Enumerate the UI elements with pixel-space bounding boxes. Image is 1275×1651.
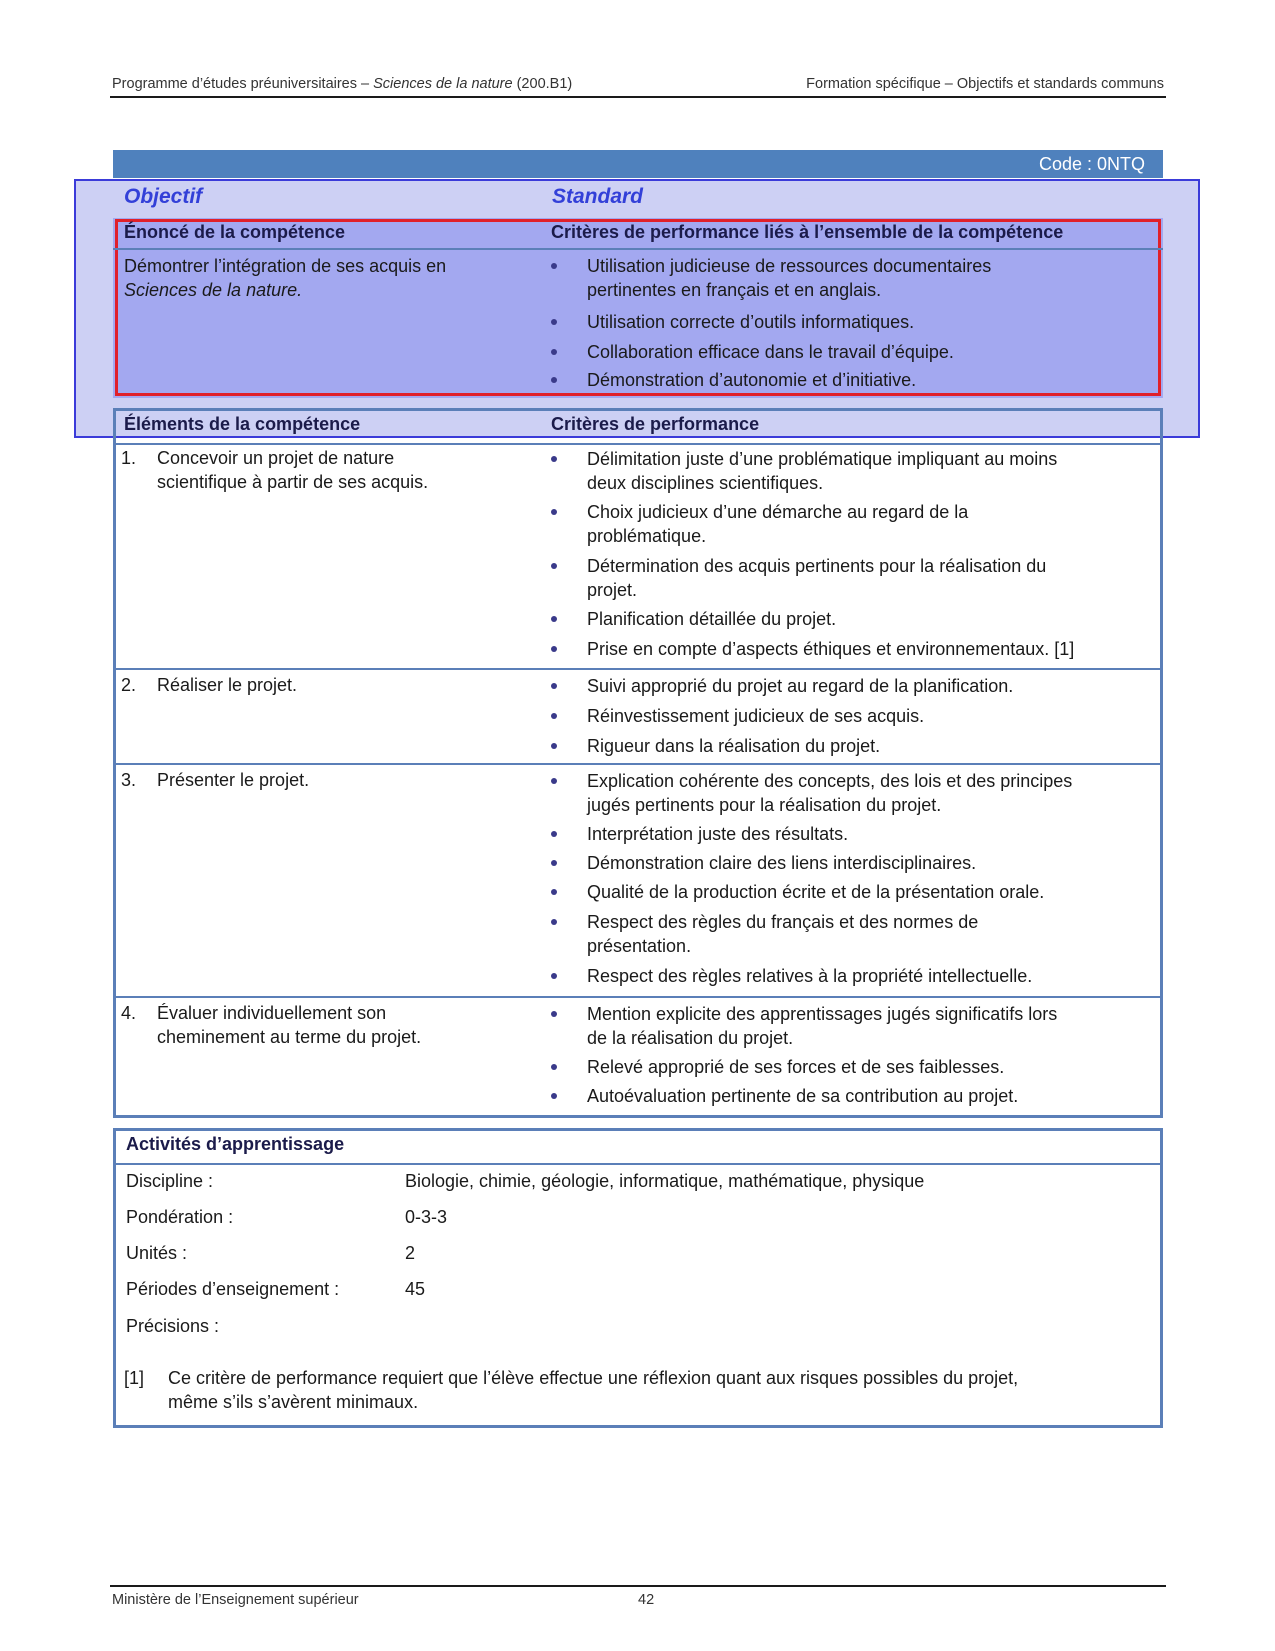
criterion-line: Choix judicieux d’une démarche au regard de la bbox=[587, 502, 969, 522]
activity-value: 2 bbox=[405, 1243, 416, 1263]
activity-value: 0-3-3 bbox=[405, 1207, 448, 1227]
header-program-name: Sciences de la nature bbox=[373, 76, 513, 92]
bullet-icon bbox=[551, 778, 557, 784]
bullet-icon bbox=[551, 263, 557, 269]
precisions-label: Précisions : bbox=[126, 1316, 220, 1336]
bullet-icon bbox=[551, 860, 557, 866]
page-number: 42 bbox=[638, 1592, 655, 1608]
activities-divider bbox=[116, 1163, 1160, 1165]
bullet-icon bbox=[551, 377, 557, 383]
bullet-icon bbox=[551, 1064, 557, 1070]
row-divider bbox=[116, 763, 1160, 765]
footer-ministry: Ministère de l’Enseignement supérieur bbox=[112, 1592, 359, 1608]
header-program-code: (200.B1) bbox=[512, 76, 573, 92]
list-item bbox=[551, 964, 1151, 988]
bullet-icon bbox=[551, 456, 557, 462]
elements-criteria-title: Critères de performance bbox=[551, 414, 760, 434]
activity-label: Périodes d’enseignement : bbox=[126, 1279, 340, 1299]
column-header-objectif: Objectif bbox=[124, 185, 203, 208]
list-item bbox=[551, 851, 1151, 875]
bullet-icon bbox=[551, 713, 557, 719]
bullet-icon bbox=[551, 919, 557, 925]
criterion-line: Relevé approprié de ses forces et de ses faiblesses. bbox=[587, 1057, 1005, 1077]
footnote bbox=[124, 1366, 1154, 1414]
bullet-icon bbox=[551, 1011, 557, 1017]
list-item bbox=[551, 1084, 1151, 1108]
criterion-line: Autoévaluation pertinente de sa contribution au projet. bbox=[587, 1086, 1019, 1106]
activity-label: Unités : bbox=[126, 1243, 188, 1263]
list-item bbox=[551, 734, 1151, 758]
footnote-line: même s’ils s’avèrent minimaux. bbox=[168, 1392, 419, 1412]
criterion-line: Interprétation juste des résultats. bbox=[587, 824, 849, 844]
table-row bbox=[121, 446, 541, 494]
criterion-line: problématique. bbox=[587, 526, 707, 546]
criterion-line: Respect des règles du français et des normes de bbox=[587, 912, 979, 932]
list-item bbox=[551, 368, 1151, 392]
bullet-icon bbox=[551, 319, 557, 325]
criterion-line: Utilisation correcte d’outils informatiques. bbox=[587, 312, 915, 332]
element-text-line: scientifique à partir de ses acquis. bbox=[157, 472, 429, 492]
criterion-line: projet. bbox=[587, 580, 638, 600]
list-item bbox=[551, 1055, 1151, 1079]
enonce-text bbox=[124, 254, 446, 302]
criterion-line: Prise en compte d’aspects éthiques et environnementaux. [1] bbox=[587, 639, 1075, 659]
course-code: Code : 0NTQ bbox=[1038, 154, 1145, 174]
bullet-icon bbox=[551, 616, 557, 622]
criterion-line: Détermination des acquis pertinents pour la réalisation du bbox=[587, 556, 1047, 576]
criterion-line: Explication cohérente des concepts, des lois et des principes bbox=[587, 771, 1073, 791]
header-program-text: Programme d’études préuniversitaires – bbox=[112, 76, 374, 92]
criterion-line: Mention explicite des apprentissages jugés significatifs lors bbox=[587, 1004, 1058, 1024]
header-rule bbox=[110, 96, 1166, 98]
list-item bbox=[551, 880, 1151, 904]
element-number: 4. bbox=[121, 1003, 137, 1023]
running-header bbox=[110, 76, 1166, 96]
element-text-line: cheminement au terme du projet. bbox=[157, 1027, 422, 1047]
criterion-line: deux disciplines scientifiques. bbox=[587, 473, 824, 493]
criterion-line: Démonstration claire des liens interdisciplinaires. bbox=[587, 853, 977, 873]
bullet-icon bbox=[551, 349, 557, 355]
bullet-icon bbox=[551, 973, 557, 979]
element-number: 1. bbox=[121, 448, 137, 468]
bullet-icon bbox=[551, 889, 557, 895]
list-item bbox=[551, 340, 1151, 364]
activity-value: Biologie, chimie, géologie, informatique, mathématique, physique bbox=[405, 1171, 925, 1191]
footnote-number: [1] bbox=[124, 1368, 145, 1388]
list-item bbox=[551, 910, 1151, 958]
list-item bbox=[551, 769, 1151, 817]
criterion-line: présentation. bbox=[587, 936, 692, 956]
bullet-icon bbox=[551, 1093, 557, 1099]
activity-label: Discipline : bbox=[126, 1171, 214, 1191]
criterion-line: de la réalisation du projet. bbox=[587, 1028, 794, 1048]
list-item bbox=[551, 674, 1151, 698]
enonce-text-line: Démontrer l’intégration de ses acquis en bbox=[124, 256, 447, 276]
bullet-icon bbox=[551, 831, 557, 837]
list-item bbox=[551, 822, 1151, 846]
criterion-line: Respect des règles relatives à la propriété intellectuelle. bbox=[587, 966, 1033, 986]
row-divider bbox=[116, 996, 1160, 998]
elements-title: Éléments de la compétence bbox=[124, 414, 361, 434]
list-item bbox=[551, 1002, 1151, 1050]
element-number: 2. bbox=[121, 675, 137, 695]
enonce-criteria-title: Critères de performance liés à l’ensemble de la compétence bbox=[551, 222, 1064, 242]
list-item bbox=[551, 704, 1151, 728]
list-item bbox=[551, 554, 1151, 602]
list-item bbox=[551, 500, 1151, 548]
bullet-icon bbox=[551, 743, 557, 749]
footer-rule bbox=[110, 1585, 1166, 1587]
criterion-line: Réinvestissement judicieux de ses acquis. bbox=[587, 706, 925, 726]
criterion-line: Délimitation juste d’une problématique impliquant au moins bbox=[587, 449, 1058, 469]
criterion-line: Utilisation judicieuse de ressources documentaires bbox=[587, 256, 992, 276]
list-item bbox=[551, 607, 1151, 631]
bullet-icon bbox=[551, 563, 557, 569]
enonce-divider bbox=[113, 248, 1163, 250]
enonce-text-line: Sciences de la nature. bbox=[124, 280, 303, 300]
list-item bbox=[551, 637, 1151, 661]
criterion-line: Collaboration efficace dans le travail d’équipe. bbox=[587, 342, 954, 362]
criterion-line: pertinentes en français et en anglais. bbox=[587, 280, 882, 300]
criterion-line: jugés pertinents pour la réalisation du projet. bbox=[587, 795, 942, 815]
element-text-line: Évaluer individuellement son bbox=[157, 1003, 387, 1023]
element-text-line: Présenter le projet. bbox=[157, 770, 310, 790]
element-text-line: Réaliser le projet. bbox=[157, 675, 298, 695]
list-item bbox=[551, 254, 1151, 302]
element-text-line: Concevoir un projet de nature bbox=[157, 448, 395, 468]
criterion-line: Qualité de la production écrite et de la présentation orale. bbox=[587, 882, 1045, 902]
activities-title: Activités d’apprentissage bbox=[126, 1134, 345, 1154]
footnote-line: Ce critère de performance requiert que l’élève effectue une réflexion quant aux risques possibles du projet, bbox=[168, 1368, 1019, 1388]
activity-value: 45 bbox=[405, 1279, 426, 1299]
activity-label: Pondération : bbox=[126, 1207, 234, 1227]
element-number: 3. bbox=[121, 770, 137, 790]
table-row bbox=[121, 673, 541, 697]
criterion-line: Rigueur dans la réalisation du projet. bbox=[587, 736, 881, 756]
criterion-line: Planification détaillée du projet. bbox=[587, 609, 837, 629]
row-divider bbox=[116, 668, 1160, 670]
bullet-icon bbox=[551, 646, 557, 652]
table-header-divider bbox=[116, 443, 1160, 445]
bullet-icon bbox=[551, 509, 557, 515]
code-bar bbox=[113, 150, 1163, 178]
table-row bbox=[121, 768, 541, 792]
table-row bbox=[121, 1001, 541, 1049]
enonce-title: Énoncé de la compétence bbox=[124, 222, 346, 242]
criterion-line: Suivi approprié du projet au regard de la planification. bbox=[587, 676, 1014, 696]
running-header-right: Formation spécifique – Objectifs et standards communs bbox=[806, 76, 1164, 92]
column-header-standard: Standard bbox=[552, 185, 644, 208]
list-item bbox=[551, 310, 1151, 334]
criterion-line: Démonstration d’autonomie et d’initiative. bbox=[587, 370, 917, 390]
list-item bbox=[551, 447, 1151, 495]
running-header-left bbox=[112, 76, 572, 92]
bullet-icon bbox=[551, 683, 557, 689]
